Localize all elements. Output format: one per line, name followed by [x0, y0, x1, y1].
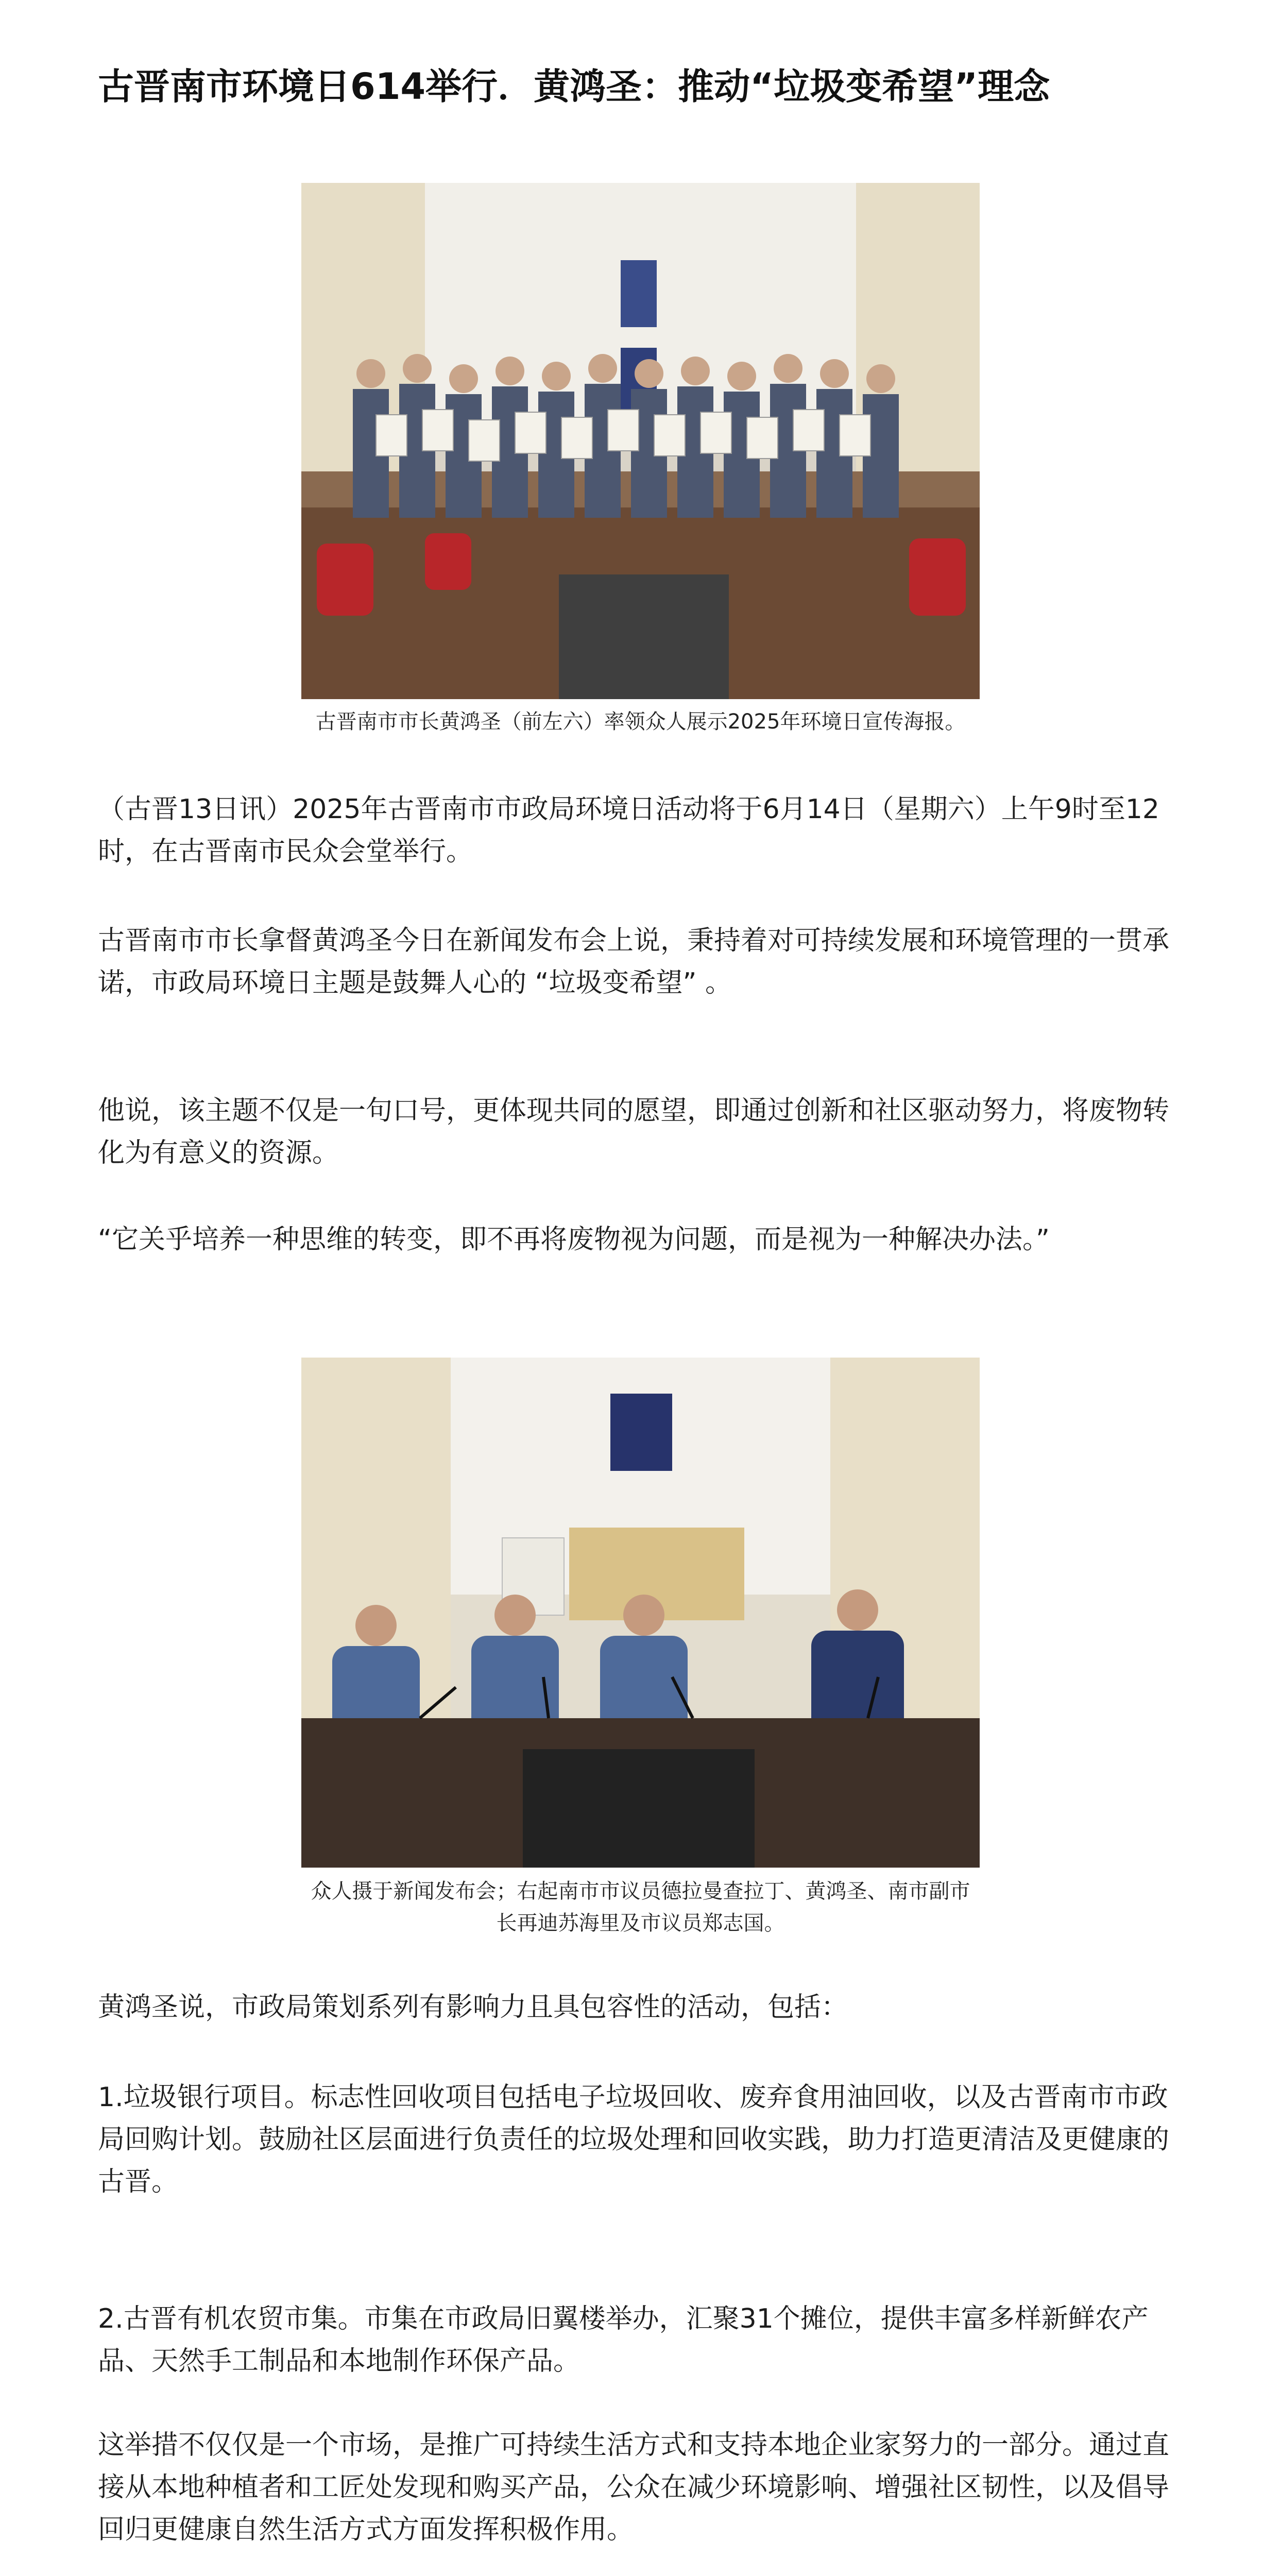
paragraph-6: 1.垃圾银行项目。标志性回收项目包括电子垃圾回收、废弃食用油回收，以及古晋南市市政局回购计划。鼓励社区层面进行负责任的垃圾处理和回收实践，助力打造更清洁及更健康的古晋。	[98, 2082, 1170, 2197]
article-headline: 古晋南市环境日614举行．黄鸿圣：推动“垃圾变希望”理念	[98, 65, 1050, 108]
group-photo	[301, 183, 980, 699]
paragraph-7: 2.古晋有机农贸市集。市集在市政局旧翼楼举办，汇聚31个摊位，提供丰富多样新鲜农产品、天然手工制品和本地制作环保产品。	[98, 2303, 1149, 2377]
paragraph-3: 他说，该主题不仅是一句口号，更体现共同的愿望，即通过创新和社区驱动努力，将废物转化为有意义的资源。	[98, 1095, 1170, 1168]
paragraph-4: “它关乎培养一种思维的转变，即不再将废物视为问题，而是视为一种解决办法。”	[98, 1224, 1050, 1255]
paragraph-1: （古晋13日讯）2025年古晋南市市政局环境日活动将于6月14日（星期六）上午9时至12时，在古晋南市民众会堂举行。	[98, 794, 1160, 867]
paragraph-5: 黄鸿圣说，市政局策划系列有影响力且具包容性的活动，包括：	[98, 1992, 848, 2023]
paragraph-2: 古晋南市市长拿督黄鸿圣今日在新闻发布会上说，秉持着对可持续发展和环境管理的一贯承诺，市政局环境日主题是鼓舞人心的 “垃圾变希望” 。	[98, 925, 1170, 998]
photo1-caption: 古晋南市市长黄鸿圣（前左六）率领众人展示2025年环境日宣传海报。	[315, 710, 966, 734]
paragraph-8: 这举措不仅仅是一个市场，是推广可持续生活方式和支持本地企业家努力的一部分。通过直接从本地种植者和工匠处发现和购买产品，公众在减少环境影响、增强社区韧性，以及倡导回归更健康自然生活方式方面发挥积极作用。	[98, 2430, 1170, 2545]
group-photo-icon	[301, 183, 980, 699]
press-conference-photo	[301, 1358, 980, 1868]
press-conference-photo-icon	[301, 1358, 980, 1868]
photo2-caption: 众人摄于新闻发布会；右起南市市议员德拉曼查拉丁、黄鸿圣、南市副市长再迪苏海里及市议员郑志国。	[311, 1879, 970, 1935]
